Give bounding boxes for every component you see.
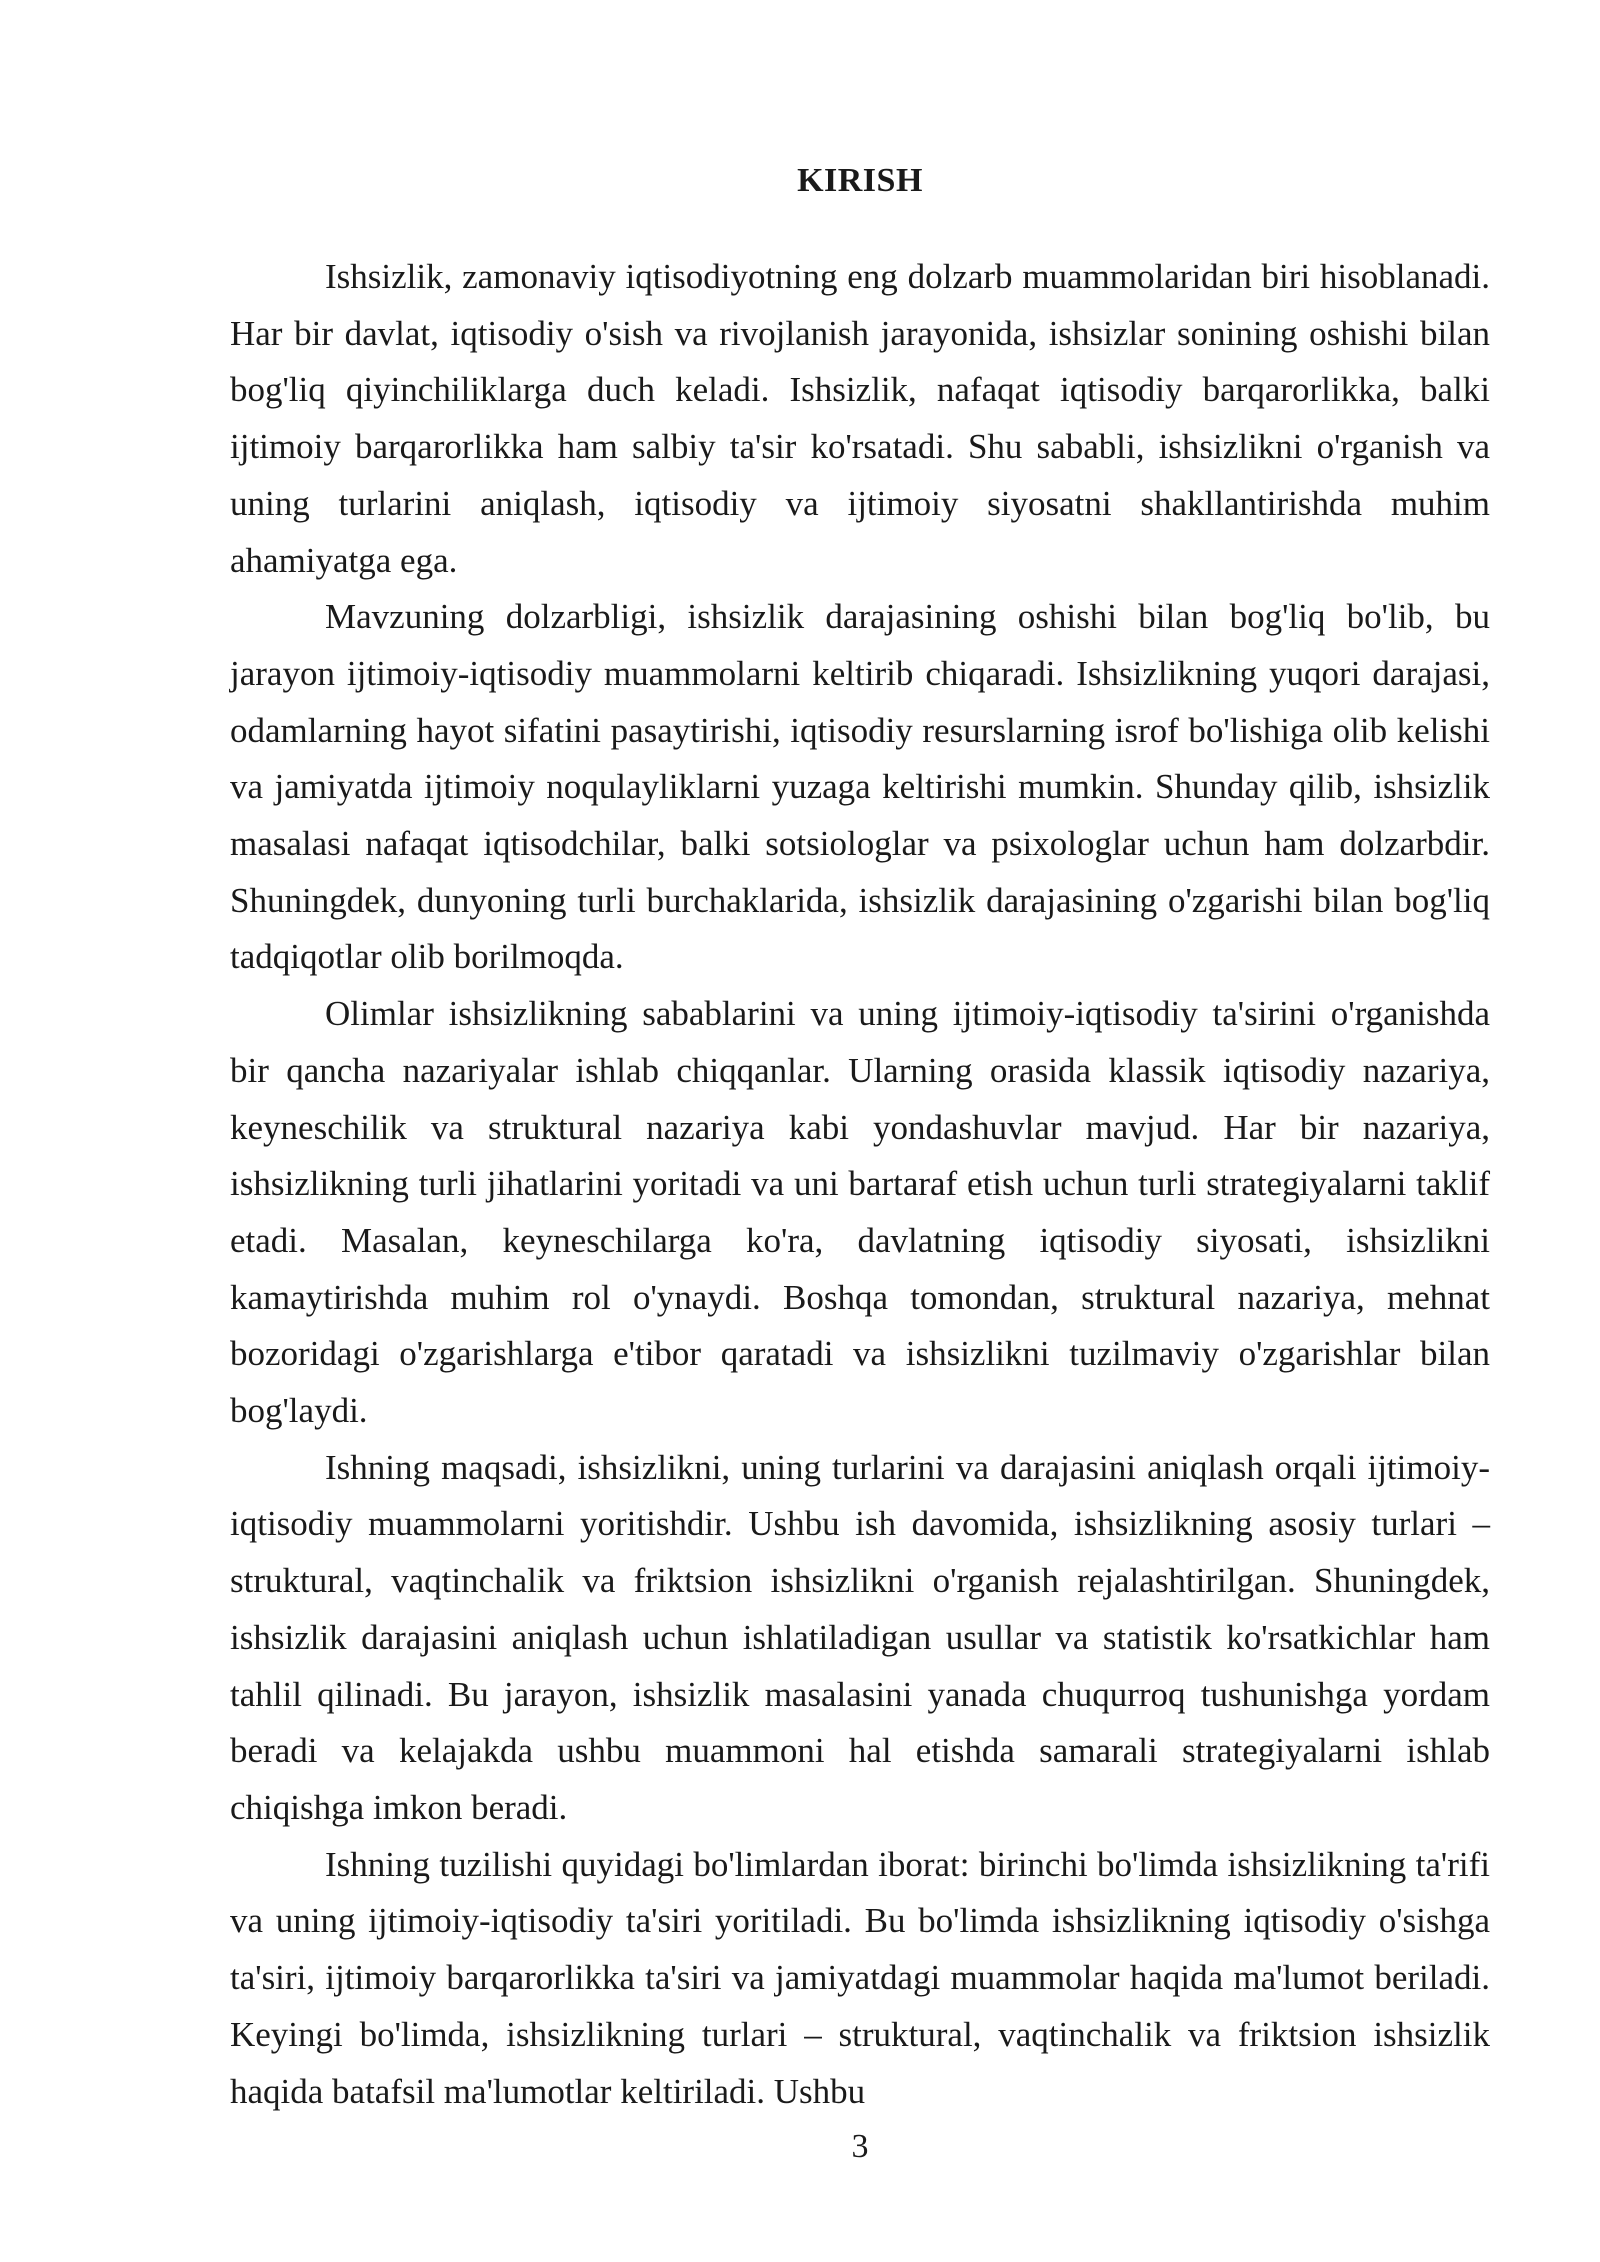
paragraph-theories: Olimlar ishsizlikning sabablarini va uning ijtimoiy-iqtisodiy ta'sirini o'rganishda bir qancha nazariyalar ishlab chiqqanlar. Ularning orasida klassik iqtisodiy nazariya, keyneschilik va struktural nazariya kabi yondashuvlar mavjud. Har bir nazariya, ishsizlikning turli jihatlarini yoritadi va uni bartaraf etish uchun turli strategiyalarni taklif etadi. Masalan, keyneschilarga ko'ra, davlatning iqtisodiy siyosati, ishsizlikni kamaytirishda muhim rol o'ynaydi. Boshqa tomondan, struktural nazariya, mehnat bozoridagi o'zgarishlarga e'tibor qaratadi va ishsizlikni tuzilmaviy o'zgarishlar bilan bog'laydi. [230, 994, 1490, 1431]
paragraph-structure: Ishning tuzilishi quyidagi bo'limlardan iborat: birinchi bo'limda ishsizlikning ta'rifi va uning ijtimoiy-iqtisodiy ta'siri yoritiladi. Bu bo'limda ishsizlikning iqtisodiy o'sishga ta'siri, ijtimoiy barqarorlikka ta'siri va jamiyatdagi muammolar haqida ma'lumot beriladi. Keyingi bo'limda, ishsizlikning turlari – struktural, vaqtinchalik va friktsion ishsizlik haqida batafsil ma'lumotlar keltiriladi. Ushbu [230, 1844, 1490, 2111]
paragraph-goal: Ishning maqsadi, ishsizlikni, uning turlarini va darajasini aniqlash orqali ijtimoiy-iqtisodiy muammolarni yoritishdir. Ushbu ish davomida, ishsizlikning asosiy turlari – struktural, vaqtinchalik va friktsion ishsizlikni o'rganish rejalashtirilgan. Shuningdek, ishsizlik darajasini aniqlash uchun ishlatiladigan usullar va statistik ko'rsatkichlar ham tahlil qilinadi. Bu jarayon, ishsizlik masalasini yanada chuqurroq tushunishga yordam beradi va kelajakda ushbu muammoni hal etishda samarali strategiyalarni ishlab chiqishga imkon beradi. [230, 1447, 1490, 1827]
page-number: 3 [851, 2128, 869, 2165]
paragraph-introduction: Ishsizlik, zamonaviy iqtisodiyotning eng dolzarb muammolaridan biri hisoblanadi. Har bir davlat, iqtisodiy o'sish va rivojlanish jarayonida, ishsizlar sonining oshishi bilan bog'liq qiyinchiliklarga duch keladi. Ishsizlik, nafaqat iqtisodiy barqarorlikka, balki ijtimoiy barqarorlikka ham salbiy ta'sir ko'rsatadi. Shu sababli, ishsizlikni o'rganish va uning turlarini aniqlash, iqtisodiy va ijtimoiy siyosatni shakllantirishda muhim ahamiyatga ega. [230, 257, 1490, 580]
body-text [230, 249, 1490, 2120]
section-heading: KIRISH [797, 162, 923, 199]
paragraph-relevance: Mavzuning dolzarbligi, ishsizlik darajasining oshishi bilan bog'liq bo'lib, bu jarayon ijtimoiy-iqtisodiy muammolarni keltirib chiqaradi. Ishsizlikning yuqori darajasi, odamlarning hayot sifatini pasaytirishi, iqtisodiy resurslarning isrof bo'lishiga olib kelishi va jamiyatda ijtimoiy noqulayliklarni yuzaga keltirishi mumkin. Shunday qilib, ishsizlik masalasi nafaqat iqtisodchilar, balki sotsiologlar va psixologlar uchun ham dolzarbdir. Shuningdek, dunyoning turli burchaklarida, ishsizlik darajasining o'zgarishi bilan bog'liq tadqiqotlar olib borilmoqda. [230, 597, 1490, 977]
